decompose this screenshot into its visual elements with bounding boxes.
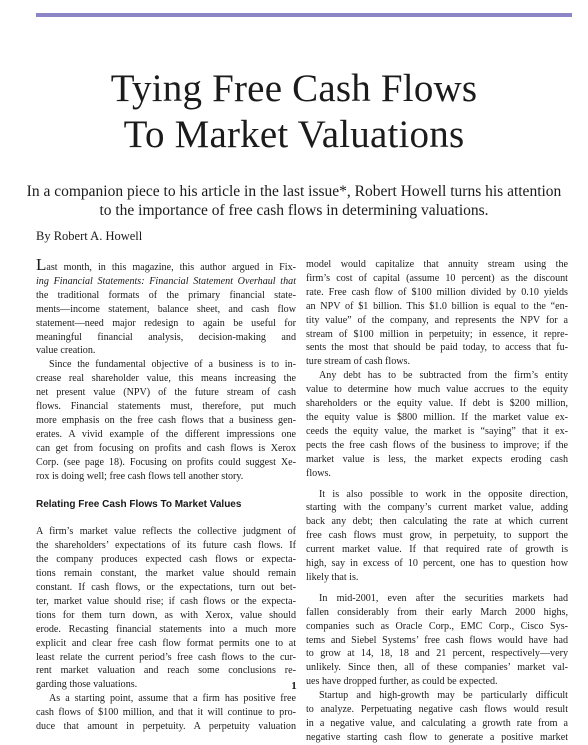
text-line: in a negative value, and calculating a growth rate from a — [306, 718, 568, 729]
text-line: an NPV of $1 billion. This $1.0 billion is equal to the “en- — [306, 300, 568, 312]
top-accent-rule — [36, 13, 572, 17]
text-line: flows. Financial statements must, therefore, put much — [36, 401, 296, 413]
text-line: erode. Recasting financial statements into a much more — [36, 623, 296, 635]
paragraph — [306, 488, 568, 585]
text-line: stream of $100 million in perpetuity; in essence, it repre- — [306, 328, 568, 340]
text-line: value to determine how much value accrues to the equity — [306, 384, 568, 396]
text-line: likely that is. — [306, 571, 359, 583]
text-line: ments—income statement, balance sheet, and cash flow — [36, 303, 296, 315]
section-heading: Relating Free Cash Flows To Market Values — [36, 498, 242, 510]
paragraph — [306, 369, 568, 480]
text-line: In mid-2001, even after the securities markets had — [319, 592, 568, 604]
text-line: ceeds the equity value, the market is “saying” that it ex- — [306, 425, 568, 437]
text-line: negative starting cash flow to generate a positive market — [306, 731, 568, 743]
text-line: net present value (NPV) of the future stream of cash — [36, 387, 296, 399]
text-line: ues have dropped further, as could be expected. — [306, 676, 498, 688]
text-line: It is also possible to work in the opposite direction, — [319, 488, 568, 500]
text-line: tems and Siebel Systems’ free cash flows would have had — [306, 634, 568, 646]
text-line: Corp. (see page 18). Focusing on profits could suggest Xe- — [36, 456, 296, 468]
text-line: Any debt has to be subtracted from the firm’s entity — [319, 370, 568, 382]
text-line: to analyze. Perpetuating negative cash flows would result — [306, 704, 568, 716]
text-line: the traditional formats of the primary financial state- — [36, 289, 296, 301]
title-line: To Market Valuations — [123, 113, 465, 156]
text-line: ter, market value should rise; if cash flows or the expecta- — [36, 595, 296, 607]
text-line: duce that amount in perpetuity. A perpetuity valuation — [36, 721, 296, 733]
text-line: companies such as Oracle Corp., EMC Corp., Cisco Sys- — [306, 620, 568, 632]
text-line: As a starting point, assume that a firm has positive free — [49, 693, 296, 705]
page-number: 1 — [291, 680, 297, 692]
text-line: the equity value is $800 million. If the market value ex- — [306, 411, 568, 423]
left-column — [36, 255, 296, 734]
text-line: shareholders or the equity value. If debt is $200 million, — [306, 398, 568, 410]
text-line: explicit and clear free cash flow format permits one to at — [36, 637, 296, 649]
text-line: ture stream of cash flows. — [306, 356, 410, 368]
text-line: constant. If cash flows, or the expectations, turn out bet- — [36, 582, 296, 594]
paragraph — [36, 255, 296, 358]
text-line: unlikely. Since then, all of these companies’ market val- — [306, 662, 568, 674]
text-line: rox is doing well; free cash flows tell another story. — [36, 470, 244, 482]
text-line: Last month, in this magazine, this author argued in Fix- — [36, 255, 296, 274]
title-line: Tying Free Cash Flows — [110, 67, 478, 110]
text-line: tity value” of the company, and represents the NPV for a — [306, 314, 568, 326]
subtitle-line: to the importance of free cash flows in determining valuations. — [99, 202, 489, 219]
text-line: rate. Free cash flow of $100 million divided by 0.10 yields — [306, 286, 568, 298]
text-line: firm’s cost of capital (assume 10 percent) as the discount — [306, 272, 568, 284]
paragraph — [36, 692, 296, 734]
text-line: can get from focusing on profits and cash flows is Xerox — [36, 442, 296, 454]
text-line: high, say in excess of 10 percent, one has to question how — [306, 558, 568, 570]
text-line: value creation. — [36, 345, 96, 357]
text-line: garding those valuations. — [36, 679, 138, 691]
text-line: model would capitalize that annuity stream using the — [306, 259, 568, 270]
paragraph — [306, 592, 568, 689]
text-line: current market value. If that required rate of growth is — [306, 544, 568, 556]
text-line: A firm’s market value reflects the collective judgment of — [36, 526, 296, 538]
text-line: ing Financial Statements: Financial Statement Overhaul that — [36, 275, 296, 287]
subtitle-line: In a companion piece to his article in the last issue*, Robert Howell turns his attention — [26, 183, 562, 200]
text-line: cash flows of $100 million, and that it will continue to pro- — [36, 707, 296, 719]
text-line: rent market valuation and reach some conclusions re- — [36, 665, 296, 677]
paragraph — [36, 525, 296, 692]
text-line: the shareholders’ expectations of its future cash flows. If — [36, 540, 296, 552]
text-line: to grow at 14, 18, 18 and 21 percent, respectively—very — [306, 648, 568, 660]
article-title — [0, 66, 588, 158]
text-line: starting with the company’s current market value, adding — [306, 502, 568, 514]
article-subtitle — [26, 182, 562, 220]
text-line: tions remain constant, the market value should remain — [36, 568, 296, 580]
drop-cap: L — [36, 255, 47, 274]
text-line: erates. A vivid example of the different impressions one — [36, 428, 296, 440]
text-line: the company produces expected cash flows or expecta- — [36, 554, 296, 566]
text-line: statement—need major redesign to again be useful for — [36, 317, 296, 329]
paragraph — [306, 258, 568, 369]
paragraph — [306, 689, 568, 745]
text-line: fallen considerably from their early March 2000 highs, — [306, 606, 568, 618]
text-line: meaningful financial analysis, decision-making and — [36, 331, 296, 343]
right-column — [306, 258, 568, 745]
text-line: Since the fundamental objective of a business is to in- — [49, 359, 296, 371]
text-line: back any debt; then calculating the rate at which current — [306, 516, 568, 528]
paragraph — [36, 358, 296, 483]
text-line: flows. — [306, 467, 331, 479]
text-line: more emphasis on the free cash flows that a business gen- — [36, 414, 296, 426]
text-line: Startup and high-growth may be particularly difficult — [319, 690, 568, 702]
text-line: pects the free cash flows of the business to improve; if the — [306, 439, 568, 451]
text-line: sents the most that should be paid today, to access that fu- — [306, 342, 568, 354]
text-line: market value is less, the market expects eroding cash — [306, 453, 568, 465]
text-line: least relate the current period’s free cash flows to the cur- — [36, 651, 296, 663]
byline: By Robert A. Howell — [36, 229, 143, 243]
text-line: tions for them turn down, as with Xerox, value should — [36, 609, 296, 621]
text-line: free cash flows must grow, in perpetuity, to support the — [306, 530, 568, 542]
text-line: crease real shareholder value, this means increasing the — [36, 373, 296, 385]
